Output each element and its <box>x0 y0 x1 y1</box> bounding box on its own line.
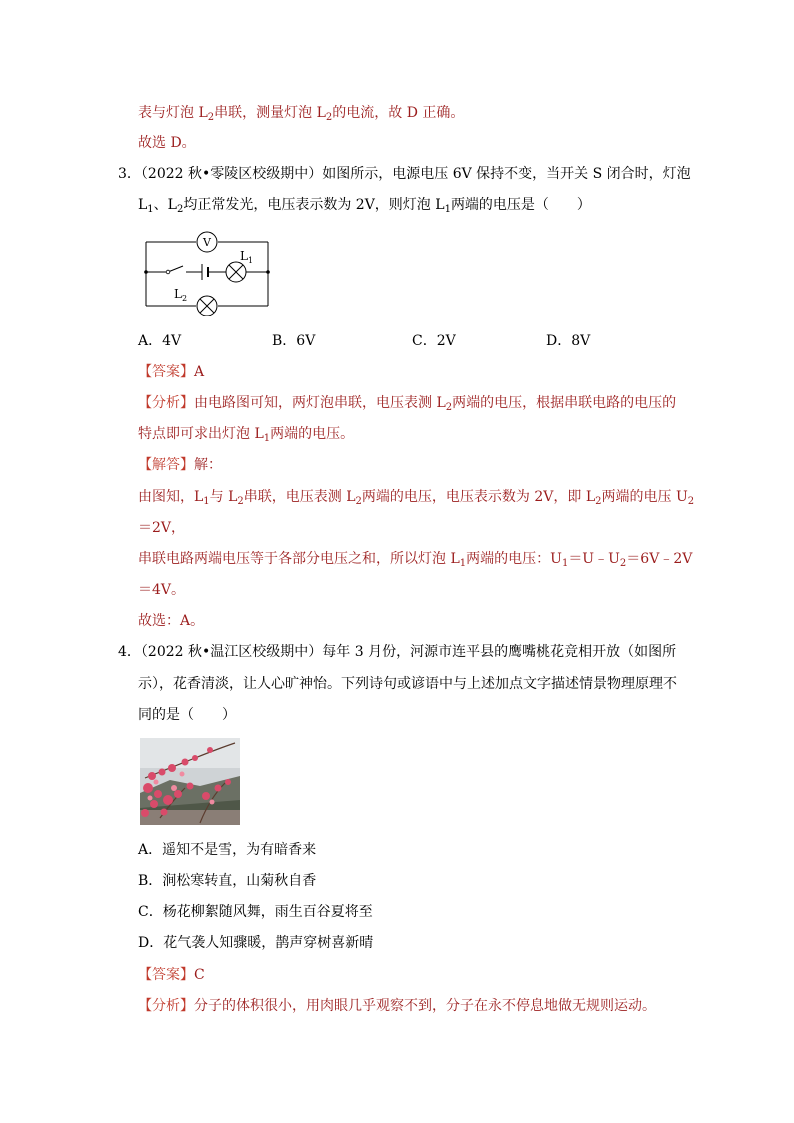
lamp-l2-label: $L_2$ <box>174 287 188 303</box>
voltmeter-label: V <box>203 236 211 249</box>
solution-line1 <box>138 487 694 512</box>
text-span: 解： <box>194 457 222 473</box>
text-span: 、L <box>153 197 177 213</box>
question-number: 4． <box>118 644 141 660</box>
junction-dot <box>144 270 148 274</box>
answer-value: C <box>194 967 205 983</box>
text-span: 均正常发光，电压表示数为 2V，则灯泡 L <box>183 197 445 213</box>
text-line: 故选 D。 <box>138 135 196 151</box>
lamp-l1-label: $L_1$ <box>240 249 254 265</box>
text-span: 串联电路两端电压等于各部分电压之和，所以灯泡 L <box>138 551 460 567</box>
question-4-line2: 示），花香清淡，让人心旷神怡。下列诗句或谚语中与上述加点文字描述情景物理原理不 <box>138 676 677 692</box>
text-span: 两端的电压。 <box>270 426 355 442</box>
solution-tag: 【解答】 <box>138 457 194 473</box>
subscript: 1 <box>459 558 467 569</box>
question-number: 3． <box>118 166 141 182</box>
text-span: 由图知，L <box>138 489 204 505</box>
option-c: C．2V <box>412 333 456 349</box>
analysis-line1 <box>138 393 676 418</box>
text-span: 与 L <box>209 489 238 505</box>
subscript: 2 <box>687 496 695 507</box>
switch-lever <box>168 266 183 272</box>
option-a: A．遥知不是雪，为有暗香来 <box>138 842 317 858</box>
peach-blossom-photo <box>140 738 240 825</box>
text-span: 的电流，故 D 正确。 <box>332 105 465 121</box>
text-span: 两端的电压是（ ） <box>450 197 591 213</box>
question-3-line2 <box>138 195 591 220</box>
solution-line4: ＝4V。 <box>138 582 186 598</box>
option-c: C．杨花柳絮随风舞，雨生百谷夏将至 <box>138 904 373 920</box>
circuit-diagram <box>138 226 278 316</box>
text-span: （2022 秋•温江区校级期中）每年 3 月份，河源市连平县的鹰嘴桃花竞相开放（如图所 <box>140 644 677 660</box>
subscript: 2 <box>207 112 215 123</box>
subscript: 2 <box>619 558 627 569</box>
subscript: 2 <box>237 496 244 507</box>
text-span: ＝6V﹣2V <box>626 551 693 567</box>
text-span: 两端的电压，根据串联电路的电压的 <box>452 395 677 411</box>
select-line: 故选：A。 <box>138 613 205 629</box>
text-span: 串联，电压表测 L <box>243 489 356 505</box>
subscript: 2 <box>176 204 184 215</box>
answer-line <box>138 965 205 985</box>
question-3-line1 <box>118 164 691 184</box>
subscript: 1 <box>561 558 569 569</box>
text-span: 串联，测量灯泡 L <box>214 105 326 121</box>
text-line <box>138 103 464 128</box>
analysis-line <box>138 996 656 1016</box>
text-span: 分子的体积很小，用肉眼几乎观察不到，分子在永不停息地做无规则运动。 <box>194 998 656 1014</box>
analysis-line2 <box>138 424 354 449</box>
answer-line <box>138 362 204 382</box>
subscript: 1 <box>203 496 210 507</box>
subscript: 2 <box>325 112 333 123</box>
option-b: B．6V <box>272 333 316 349</box>
answer-tag: 【答案】 <box>138 364 194 380</box>
switch-terminal <box>166 270 170 274</box>
option-d: D．花气袭人知骤暖，鹊声穿树喜新晴 <box>138 935 374 951</box>
solution-line3 <box>138 549 692 574</box>
analysis-tag: 【分析】 <box>138 395 194 411</box>
junction-dot <box>266 270 270 274</box>
text-span: 两端的电压，电压表示数为 2V，即 L <box>361 489 596 505</box>
subscript: 1 <box>147 204 154 215</box>
answer-tag: 【答案】 <box>138 967 194 983</box>
text-span: ＝U﹣U <box>568 551 620 567</box>
option-d: D．8V <box>546 333 591 349</box>
text-span: 由电路图可知，两灯泡串联，电压表测 L <box>194 395 446 411</box>
analysis-tag: 【分析】 <box>138 998 194 1014</box>
question-4-line1 <box>118 642 676 662</box>
text-span: 两端的电压 U <box>601 489 688 505</box>
text-span: （2022 秋•零陵区校级期中）如图所示，电源电压 6V 保持不变，当开关 S 闭合时，灯泡 <box>140 166 691 182</box>
option-a: A．4V <box>138 333 182 349</box>
solution-line <box>138 455 222 475</box>
option-b: B．涧松寒转直，山菊秋自香 <box>138 873 317 889</box>
text-span: 表与灯泡 L <box>138 105 208 121</box>
text-span: 两端的电压：U <box>466 551 562 567</box>
subscript: 2 <box>445 402 453 413</box>
subscript: 2 <box>355 496 362 507</box>
subscript: 1 <box>444 204 451 215</box>
subscript: 2 <box>595 496 602 507</box>
solution-line2: ＝2V， <box>138 520 186 536</box>
text-span: 特点即可求出灯泡 L <box>138 426 264 442</box>
subscript: 1 <box>263 433 271 444</box>
answer-value: A <box>194 364 205 380</box>
question-4-line3: 同的是（ ） <box>138 707 236 723</box>
text-span: L <box>138 197 148 213</box>
